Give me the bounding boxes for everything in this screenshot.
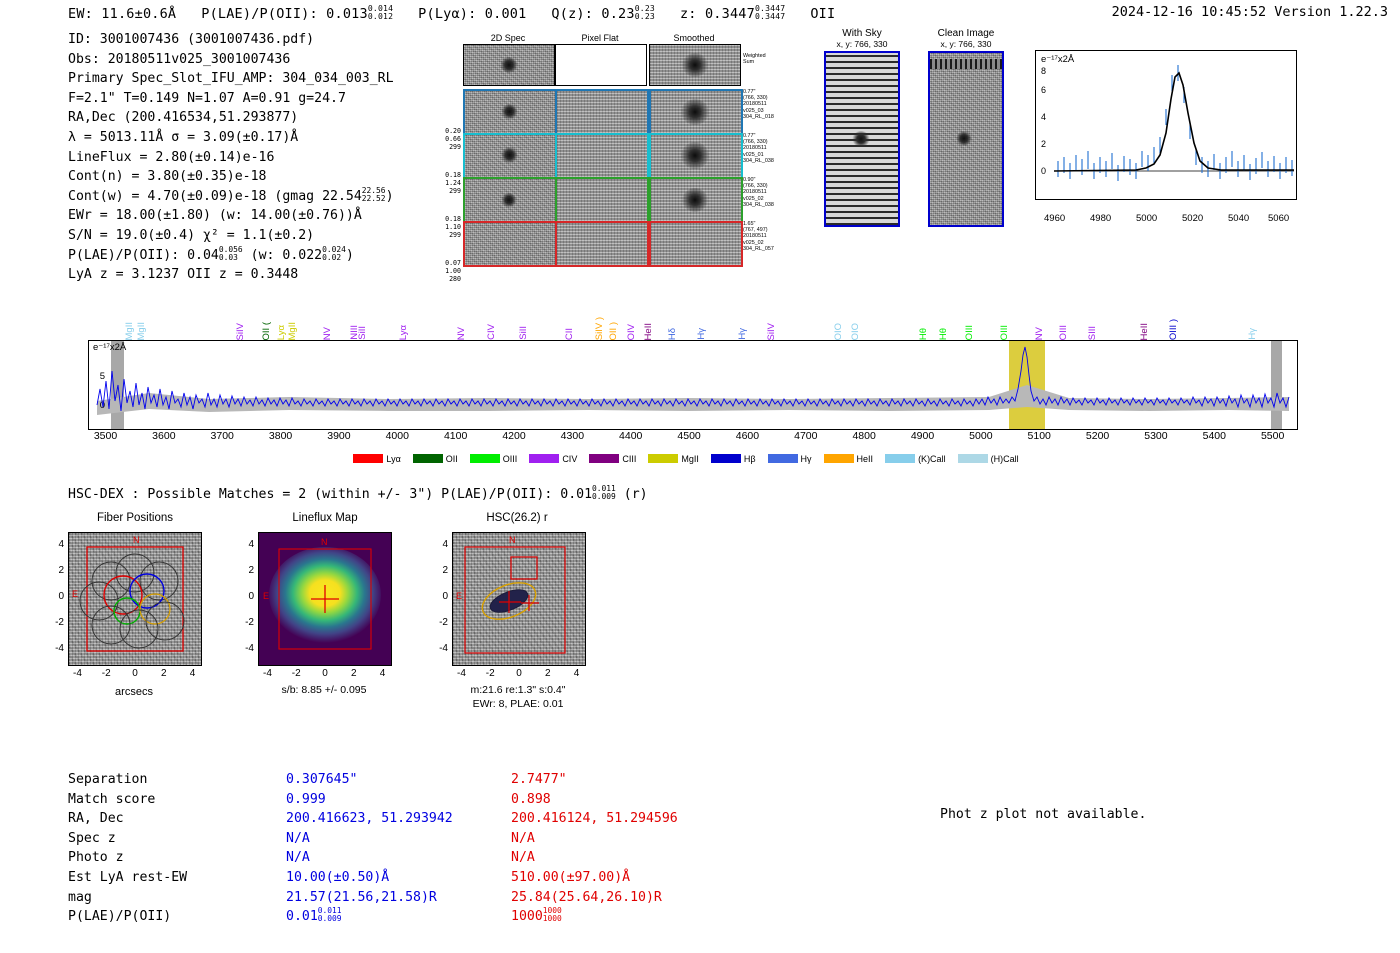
match-row-blue-value: 21.57(21.56,21.58)R <box>286 889 437 905</box>
table-row <box>68 790 678 810</box>
svg-text:E: E <box>263 591 270 601</box>
hsc-r-yticks: 4 2 0 -2 -4 <box>439 539 448 654</box>
legend-swatch <box>589 454 619 463</box>
emission-line-labels <box>88 278 1296 340</box>
info-cont-w: Cont(w) = 4.70(±0.09)e-18 (gmag 22.5422.56 22.52) <box>68 185 394 204</box>
emission-line-label: NV <box>1034 326 1046 340</box>
lineflux-map-xticks: -4 -2 0 2 4 <box>262 668 386 679</box>
match-row-blue-value: 200.416623, 51.293942 <box>286 811 453 827</box>
spec2d-row0-2d <box>463 89 557 135</box>
fiber-positions-xlabel: arcsecs <box>115 686 153 698</box>
svg-text:8: 8 <box>1040 66 1046 76</box>
legend-swatch <box>470 454 500 463</box>
emission-line-label: OII ) <box>608 321 620 340</box>
spectrum-xtick: 3500 <box>93 430 118 442</box>
header-ew: EW: 11.6±0.6Å <box>68 6 177 23</box>
zoom-xtick-0: 4960 <box>1044 213 1066 224</box>
info-sn: S/N = 19.0(±0.4) χ² = 1.1(±0.2) <box>68 227 315 243</box>
emission-line-label: HeII <box>1139 322 1151 340</box>
emission-line-label: OIII ) <box>1168 318 1180 340</box>
spec2d-row2-smoothed <box>649 177 743 223</box>
header-qz-dn: 0.23 <box>634 11 655 22</box>
legend-label: CIV <box>562 453 578 464</box>
info-ewr: EWr = 18.00(±1.80) (w: 14.00(±0.76))Å <box>68 208 362 224</box>
legend-label: Hβ <box>743 453 756 464</box>
emission-line-label: OII ( <box>260 321 272 340</box>
info-lineflux: LineFlux = 2.80(±0.14)e-16 <box>68 149 275 165</box>
clean-image-panel <box>928 28 1004 227</box>
lineflux-map-title: Lineflux Map <box>292 512 358 524</box>
spec2d-sum-2d <box>463 44 555 86</box>
spectrum-xtick: 4100 <box>443 430 468 442</box>
zoom-xtick-5: 5060 <box>1268 213 1290 224</box>
spec2d-row0-smoothed <box>649 89 743 135</box>
spectrum-xtick: 4400 <box>619 430 643 442</box>
match-row-blue-value: 0.307645" <box>286 772 358 787</box>
emission-line-label: Hθ <box>917 327 929 340</box>
table-row <box>68 770 678 790</box>
with-sky-sub: x, y: 766, 330 <box>836 39 888 49</box>
header-summary-line <box>68 4 835 22</box>
spec2d-title-pixelflat: Pixel Flat <box>581 33 619 43</box>
info-obs: Obs: 20180511v025_3001007436 <box>68 51 291 67</box>
header-qz-label: Q(z): <box>551 6 594 23</box>
legend-swatch <box>529 454 559 463</box>
header-plya: P(Lyα): 0.001 <box>418 6 527 23</box>
spec2d-row0-flat <box>555 89 649 135</box>
emission-line-label: NV <box>456 326 468 340</box>
match-row-label: Spec z <box>68 830 116 846</box>
spectrum-xtick: 4700 <box>794 430 818 442</box>
emission-line-label: MgII <box>123 321 135 340</box>
svg-text:2: 2 <box>1040 139 1046 149</box>
header-plae-poii-value: 0.013 <box>326 6 368 23</box>
match-row-blue-value: 0.999 <box>286 791 326 807</box>
match-table <box>68 770 678 927</box>
emission-line-label: MgII <box>287 321 299 340</box>
spec2d-row-right-0: 0.77" (766, 330) 20180511 v025_03 304_RL_018 <box>743 89 774 120</box>
zoom-spectrum-plot <box>1035 50 1297 224</box>
spectrum-xtick: 4200 <box>502 430 526 442</box>
spec2d-sum-smoothed <box>649 44 741 86</box>
header-z-up: 0.3447 <box>754 3 786 13</box>
emission-line-label: OIO <box>832 322 844 340</box>
header-z-value: 0.3447 <box>704 6 755 23</box>
spectrum-xtick: 5100 <box>1027 430 1051 442</box>
legend-label: Hγ <box>800 453 812 464</box>
svg-text:4: 4 <box>1040 112 1046 122</box>
full-spectrum-section <box>88 278 1296 468</box>
svg-text:E: E <box>72 589 79 599</box>
match-row-red-value: 0.898 <box>511 791 551 807</box>
legend-swatch <box>768 454 798 463</box>
spec2d-row-left-0: 0.20 0.66 299 <box>445 127 461 152</box>
emission-line-label: CII <box>564 327 576 340</box>
match-row-label: Est LyA rest-EW <box>68 869 188 885</box>
hsc-r-xticks: -4 -2 0 2 4 <box>456 668 580 679</box>
emission-line-label: OIII <box>999 324 1011 340</box>
legend-swatch <box>958 454 988 463</box>
match-row-label: Match score <box>68 791 156 807</box>
table-row <box>68 888 678 908</box>
header-z-dn: 0.3447 <box>754 11 786 22</box>
spec2d-row-left-1: 0.18 1.24 299 <box>445 171 461 196</box>
svg-text:E: E <box>456 591 463 601</box>
emission-line-label: NV <box>322 326 334 340</box>
match-row-red-value: 510.00(±97.00)Å <box>511 869 631 885</box>
emission-line-label: SiII <box>357 326 369 340</box>
spec2d-row-right-1: 0.77" (766, 330) 20180511 v025_01 304_RL_038 <box>743 133 774 164</box>
emission-line-label: OIV <box>625 323 637 340</box>
spec2d-row3-2d <box>463 221 557 267</box>
emission-line-label: OIII <box>964 324 976 340</box>
emission-line-label: Lyα <box>398 324 410 340</box>
match-row-red-value: 200.416124, 51.294596 <box>511 811 678 827</box>
hsc-r-title: HSC(26.2) r <box>486 512 548 524</box>
fiber-positions-panel <box>60 512 240 524</box>
spectrum-xtick: 5200 <box>1085 430 1110 442</box>
clean-image-title: Clean Image <box>937 28 995 39</box>
legend-label: (K)Call <box>918 453 946 464</box>
match-row-label: Photo z <box>68 850 124 866</box>
svg-text:0: 0 <box>99 400 105 411</box>
legend-swatch <box>824 454 854 463</box>
spectrum-xtick: 5500 <box>1260 430 1285 442</box>
match-row-blue-value: N/A <box>286 830 310 846</box>
info-cont-n: Cont(n) = 3.80(±0.35)e-18 <box>68 169 267 185</box>
emission-line-label: OIO <box>850 322 862 340</box>
spectrum-xtick: 4500 <box>677 430 701 442</box>
header-plae-poii-label: P(LAE)/P(OII): <box>201 6 318 23</box>
spec2d-row3-smoothed <box>649 221 743 267</box>
spec2d-weighted-sum-label: Weighted Sum <box>743 53 766 66</box>
legend-label: MgII <box>681 453 699 464</box>
info-radec: RA,Dec (200.416534,51.293877) <box>68 110 299 126</box>
match-row-label: Separation <box>68 772 148 787</box>
svg-text:5: 5 <box>99 371 105 382</box>
table-row <box>68 907 678 927</box>
legend-swatch <box>353 454 383 463</box>
photz-note: Phot z plot not available. <box>940 807 1147 822</box>
svg-text:N: N <box>133 535 140 545</box>
header-plae-poii-up: 0.014 <box>367 3 394 13</box>
match-row-label: P(LAE)/P(OII) <box>68 909 172 925</box>
spectrum-xtick: 3900 <box>327 430 351 442</box>
full-spectrum-xticks <box>88 430 1296 444</box>
spec2d-row3-flat <box>555 221 649 267</box>
legend-label: Lyα <box>386 453 401 464</box>
spectrum-xtick: 3600 <box>152 430 176 442</box>
hsc-r-image <box>452 532 586 666</box>
zoom-xtick-4: 5040 <box>1228 213 1250 224</box>
match-row-blue-value: 0.010.011 0.009 <box>286 906 342 925</box>
info-id: ID: 3001007436 (3001007436.pdf) <box>68 32 315 47</box>
zoom-plot-svg <box>1036 51 1296 197</box>
spec2d-row-right-2: 0.90" (766, 330) 20180511 v025_02 304_RL_038 <box>743 177 774 208</box>
table-row <box>68 829 678 849</box>
spec2d-row2-flat <box>555 177 649 223</box>
spectrum-xtick: 5400 <box>1202 430 1226 442</box>
match-row-red-value: 2.7477" <box>511 772 567 787</box>
legend-label: OIII <box>502 453 518 464</box>
header-z-type: OII <box>810 6 836 23</box>
emission-line-label: Lyα <box>275 324 287 340</box>
spec2d-title-smoothed: Smoothed <box>673 33 715 43</box>
lineflux-map-sub: s/b: 8.85 +/- 0.095 <box>281 684 367 696</box>
spectrum-xtick: 4300 <box>560 430 585 442</box>
zoom-plot-ylabel: e⁻¹⁷x2Å <box>1041 54 1075 65</box>
emission-line-label: SiIV <box>234 322 246 340</box>
full-spectrum-ylabel: e⁻¹⁷x2Å <box>93 342 127 353</box>
spectrum-xtick: 4900 <box>910 430 935 442</box>
lineflux-map-yticks: 4 2 0 -2 -4 <box>245 539 254 654</box>
match-table-body <box>68 770 678 927</box>
object-info-block <box>68 30 394 285</box>
match-row-blue-value: N/A <box>286 850 310 866</box>
legend-label: OII <box>445 453 458 464</box>
emission-line-label: SiIV <box>765 322 777 340</box>
match-row-blue-value: 10.00(±0.50)Å <box>286 869 390 885</box>
spectrum-xtick: 5300 <box>1144 430 1168 442</box>
legend-swatch <box>413 454 443 463</box>
header-z-label: z: <box>679 6 697 23</box>
legend-label: HeII <box>856 453 874 464</box>
timestamp-version: 2024-12-16 10:45:52 Version 1.22.3 <box>1111 4 1388 20</box>
spec2d-row2-2d <box>463 177 557 223</box>
legend-swatch <box>648 454 678 463</box>
fiber-positions-yticks: 4 2 0 -2 -4 <box>55 539 64 654</box>
spec2d-sum-flat <box>555 44 647 86</box>
hsc-dex-title: HSC-DEX : Possible Matches = 2 (within +/- 3") P(LAE)/P(OII): 0.010.011 0.009 (r) <box>68 484 648 502</box>
full-spectrum-svg <box>89 341 1297 429</box>
with-sky-panel <box>824 28 900 227</box>
spectrum-legend <box>88 448 1296 467</box>
hsc-r-sub2: EWr: 8, PLAE: 0.01 <box>472 698 564 710</box>
spec2d-panel <box>445 33 774 284</box>
spec2d-row-right-3: 1.65" (767, 497) 20180511 v025_02 304_RL_057 <box>743 221 774 252</box>
header-qz-value: 0.23 <box>601 6 635 23</box>
spectrum-xtick: 4600 <box>735 430 760 442</box>
emission-line-label: Hγ <box>695 328 707 340</box>
spectrum-xtick: 4000 <box>385 430 409 442</box>
emission-line-label: SIII <box>1086 325 1098 340</box>
info-slot: Primary Spec_Slot_IFU_AMP: 304_034_003_RL <box>68 71 394 87</box>
emission-line-label: CIV <box>485 324 497 340</box>
emission-line-label: Hθ <box>937 327 949 340</box>
fiber-positions-xticks: -4 -2 0 2 4 <box>72 668 196 679</box>
spectrum-xtick: 5000 <box>969 430 993 442</box>
info-lambda: λ = 5013.11Å σ = 3.09(±0.17)Å <box>68 129 299 145</box>
table-row <box>68 848 678 868</box>
match-row-red-value: 25.84(25.64,26.10)R <box>511 889 662 905</box>
spec2d-title-2dspec: 2D Spec <box>490 33 526 43</box>
emission-line-label: SiIV ) <box>593 316 605 340</box>
full-spectrum-plot <box>88 340 1298 430</box>
match-row-label: mag <box>68 889 92 905</box>
info-z-row: LyA z = 3.1237 OII z = 0.3448 <box>68 267 299 283</box>
spec2d-row1-flat <box>555 133 649 179</box>
spec2d-row1-smoothed <box>649 133 743 179</box>
emission-line-label: Hγ <box>736 328 748 340</box>
emission-line-label: OIII <box>1057 324 1069 340</box>
spec2d-row-left-3: 0.07 1.00 280 <box>445 259 461 284</box>
spectrum-xtick: 3700 <box>210 430 234 442</box>
match-row-red-value: N/A <box>511 830 535 846</box>
svg-text:6: 6 <box>1040 85 1046 95</box>
match-row-label: RA, Dec <box>68 811 124 827</box>
spec2d-row1-2d <box>463 133 557 179</box>
table-row <box>68 868 678 888</box>
lineflux-map-image <box>258 532 392 666</box>
info-fwhm: F=2.1" T=0.149 N=1.07 A=0.91 g=24.7 <box>68 90 346 106</box>
zoom-xtick-2: 5000 <box>1136 213 1158 224</box>
emission-line-label: NIII <box>348 325 360 340</box>
emission-line-label: Hγ <box>1247 328 1259 340</box>
emission-line-label: Hδ <box>666 327 678 340</box>
zoom-xtick-3: 5020 <box>1182 213 1204 224</box>
hsc-r-sub: m:21.6 re:1.3" s:0.4" <box>470 684 566 696</box>
emission-line-label: HeII <box>643 322 655 340</box>
legend-swatch <box>711 454 741 463</box>
clean-image-sub: x, y: 766, 330 <box>940 39 992 49</box>
emission-line-label: MgII <box>135 321 147 340</box>
spec2d-row-left-2: 0.18 1.10 299 <box>445 215 461 240</box>
svg-text:N: N <box>509 535 516 545</box>
legend-label: (H)Call <box>990 453 1019 464</box>
header-plae-poii-dn: 0.012 <box>367 11 394 22</box>
match-row-red-value: 10001000 1000 <box>511 906 562 925</box>
fiber-positions-title: Fiber Positions <box>96 512 174 524</box>
fiber-positions-image <box>68 532 202 666</box>
spectrum-xtick: 3800 <box>268 430 293 442</box>
emission-line-label: SiII <box>517 326 529 340</box>
svg-text:0: 0 <box>1040 166 1046 176</box>
svg-text:N: N <box>321 537 328 547</box>
header-qz-up: 0.23 <box>634 3 655 13</box>
match-row-red-value: N/A <box>511 850 535 866</box>
with-sky-title: With Sky <box>842 28 882 39</box>
table-row <box>68 809 678 829</box>
legend-label: CIII <box>622 453 637 464</box>
zoom-xtick-1: 4980 <box>1090 213 1112 224</box>
spectrum-xtick: 4800 <box>852 430 876 442</box>
info-plae: P(LAE)/P(OII): 0.040.056 0.03 (w: 0.0220.024 0.02 ) <box>68 244 354 263</box>
legend-swatch <box>885 454 915 463</box>
